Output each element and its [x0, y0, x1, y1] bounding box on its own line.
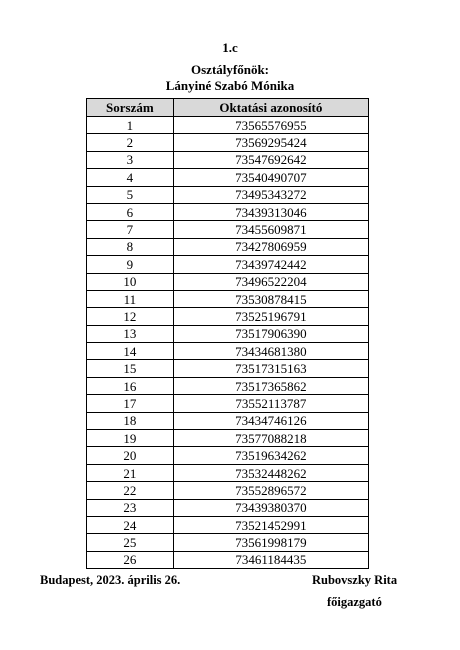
table-row	[87, 377, 369, 394]
row-number-cell: 25	[87, 534, 174, 551]
table-row	[87, 430, 369, 447]
row-number-cell: 26	[87, 551, 174, 568]
education-id-cell: 73565576955	[173, 117, 368, 134]
education-id-cell: 73439742442	[173, 256, 368, 273]
education-id-cell: 73552113787	[173, 395, 368, 412]
education-id-cell: 73495343272	[173, 186, 368, 203]
table-row	[87, 203, 369, 220]
table-row	[87, 516, 369, 533]
education-id-cell: 73439313046	[173, 203, 368, 220]
education-id-cell: 73525196791	[173, 308, 368, 325]
education-id-cell: 73552896572	[173, 482, 368, 499]
table-row	[87, 534, 369, 551]
table-row	[87, 325, 369, 342]
row-number-cell: 12	[87, 308, 174, 325]
row-number-cell: 8	[87, 238, 174, 255]
table-row	[87, 256, 369, 273]
education-id-cell: 73561998179	[173, 534, 368, 551]
row-number-cell: 15	[87, 360, 174, 377]
education-id-cell: 73427806959	[173, 238, 368, 255]
education-id-cell: 73540490707	[173, 169, 368, 186]
table-row	[87, 186, 369, 203]
head-teacher-label: Osztályfőnök:	[191, 62, 269, 77]
table-row	[87, 221, 369, 238]
table-row	[87, 412, 369, 429]
education-id-cell: 73517315163	[173, 360, 368, 377]
education-id-cell: 73547692642	[173, 151, 368, 168]
table-row	[87, 308, 369, 325]
table-row	[87, 482, 369, 499]
table-row	[87, 238, 369, 255]
row-number-cell: 18	[87, 412, 174, 429]
table-row	[87, 169, 369, 186]
row-number-cell: 14	[87, 343, 174, 360]
education-id-cell: 73517906390	[173, 325, 368, 342]
education-id-cell: 73461184435	[173, 551, 368, 568]
table-row	[87, 290, 369, 307]
head-teacher-name: Lányiné Szabó Mónika	[165, 78, 295, 93]
table-row	[87, 360, 369, 377]
table-row	[87, 343, 369, 360]
signer-role: főigazgató	[327, 595, 382, 609]
education-id-cell: 73532448262	[173, 464, 368, 481]
row-number-cell: 6	[87, 203, 174, 220]
signer-name: Rubovszky Rita	[312, 573, 398, 587]
row-number-cell: 3	[87, 151, 174, 168]
education-id-cell: 73569295424	[173, 134, 368, 151]
row-number-cell: 5	[87, 186, 174, 203]
row-number-cell: 22	[87, 482, 174, 499]
education-id-cell: 73439380370	[173, 499, 368, 516]
table-row	[87, 395, 369, 412]
row-number-cell: 1	[87, 117, 174, 134]
education-id-cell: 73521452991	[173, 516, 368, 533]
table-row	[87, 151, 369, 168]
row-number-cell: 10	[87, 273, 174, 290]
education-id-cell: 73434746126	[173, 412, 368, 429]
education-id-cell: 73434681380	[173, 343, 368, 360]
table-row	[87, 499, 369, 516]
column-header-number: Sorszám	[87, 99, 174, 117]
education-id-cell: 73496522204	[173, 273, 368, 290]
table-row	[87, 117, 369, 134]
education-id-cell: 73455609871	[173, 221, 368, 238]
column-header-education-id: Oktatási azonosító	[173, 99, 368, 117]
row-number-cell: 2	[87, 134, 174, 151]
table-row	[87, 273, 369, 290]
row-number-cell: 17	[87, 395, 174, 412]
row-number-cell: 23	[87, 499, 174, 516]
table-header-row	[87, 99, 369, 117]
education-id-cell: 73577088218	[173, 430, 368, 447]
row-number-cell: 20	[87, 447, 174, 464]
row-number-cell: 19	[87, 430, 174, 447]
table-body	[87, 117, 369, 569]
student-id-table	[86, 98, 369, 569]
education-id-cell: 73517365862	[173, 377, 368, 394]
table-row	[87, 134, 369, 151]
class-title: 1.c	[222, 40, 238, 55]
row-number-cell: 13	[87, 325, 174, 342]
row-number-cell: 24	[87, 516, 174, 533]
row-number-cell: 11	[87, 290, 174, 307]
row-number-cell: 21	[87, 464, 174, 481]
place-and-date: Budapest, 2023. április 26.	[40, 573, 181, 587]
row-number-cell: 16	[87, 377, 174, 394]
row-number-cell: 4	[87, 169, 174, 186]
row-number-cell: 7	[87, 221, 174, 238]
education-id-cell: 73519634262	[173, 447, 368, 464]
table-row	[87, 551, 369, 568]
table-row	[87, 447, 369, 464]
education-id-cell: 73530878415	[173, 290, 368, 307]
row-number-cell: 9	[87, 256, 174, 273]
table-row	[87, 464, 369, 481]
